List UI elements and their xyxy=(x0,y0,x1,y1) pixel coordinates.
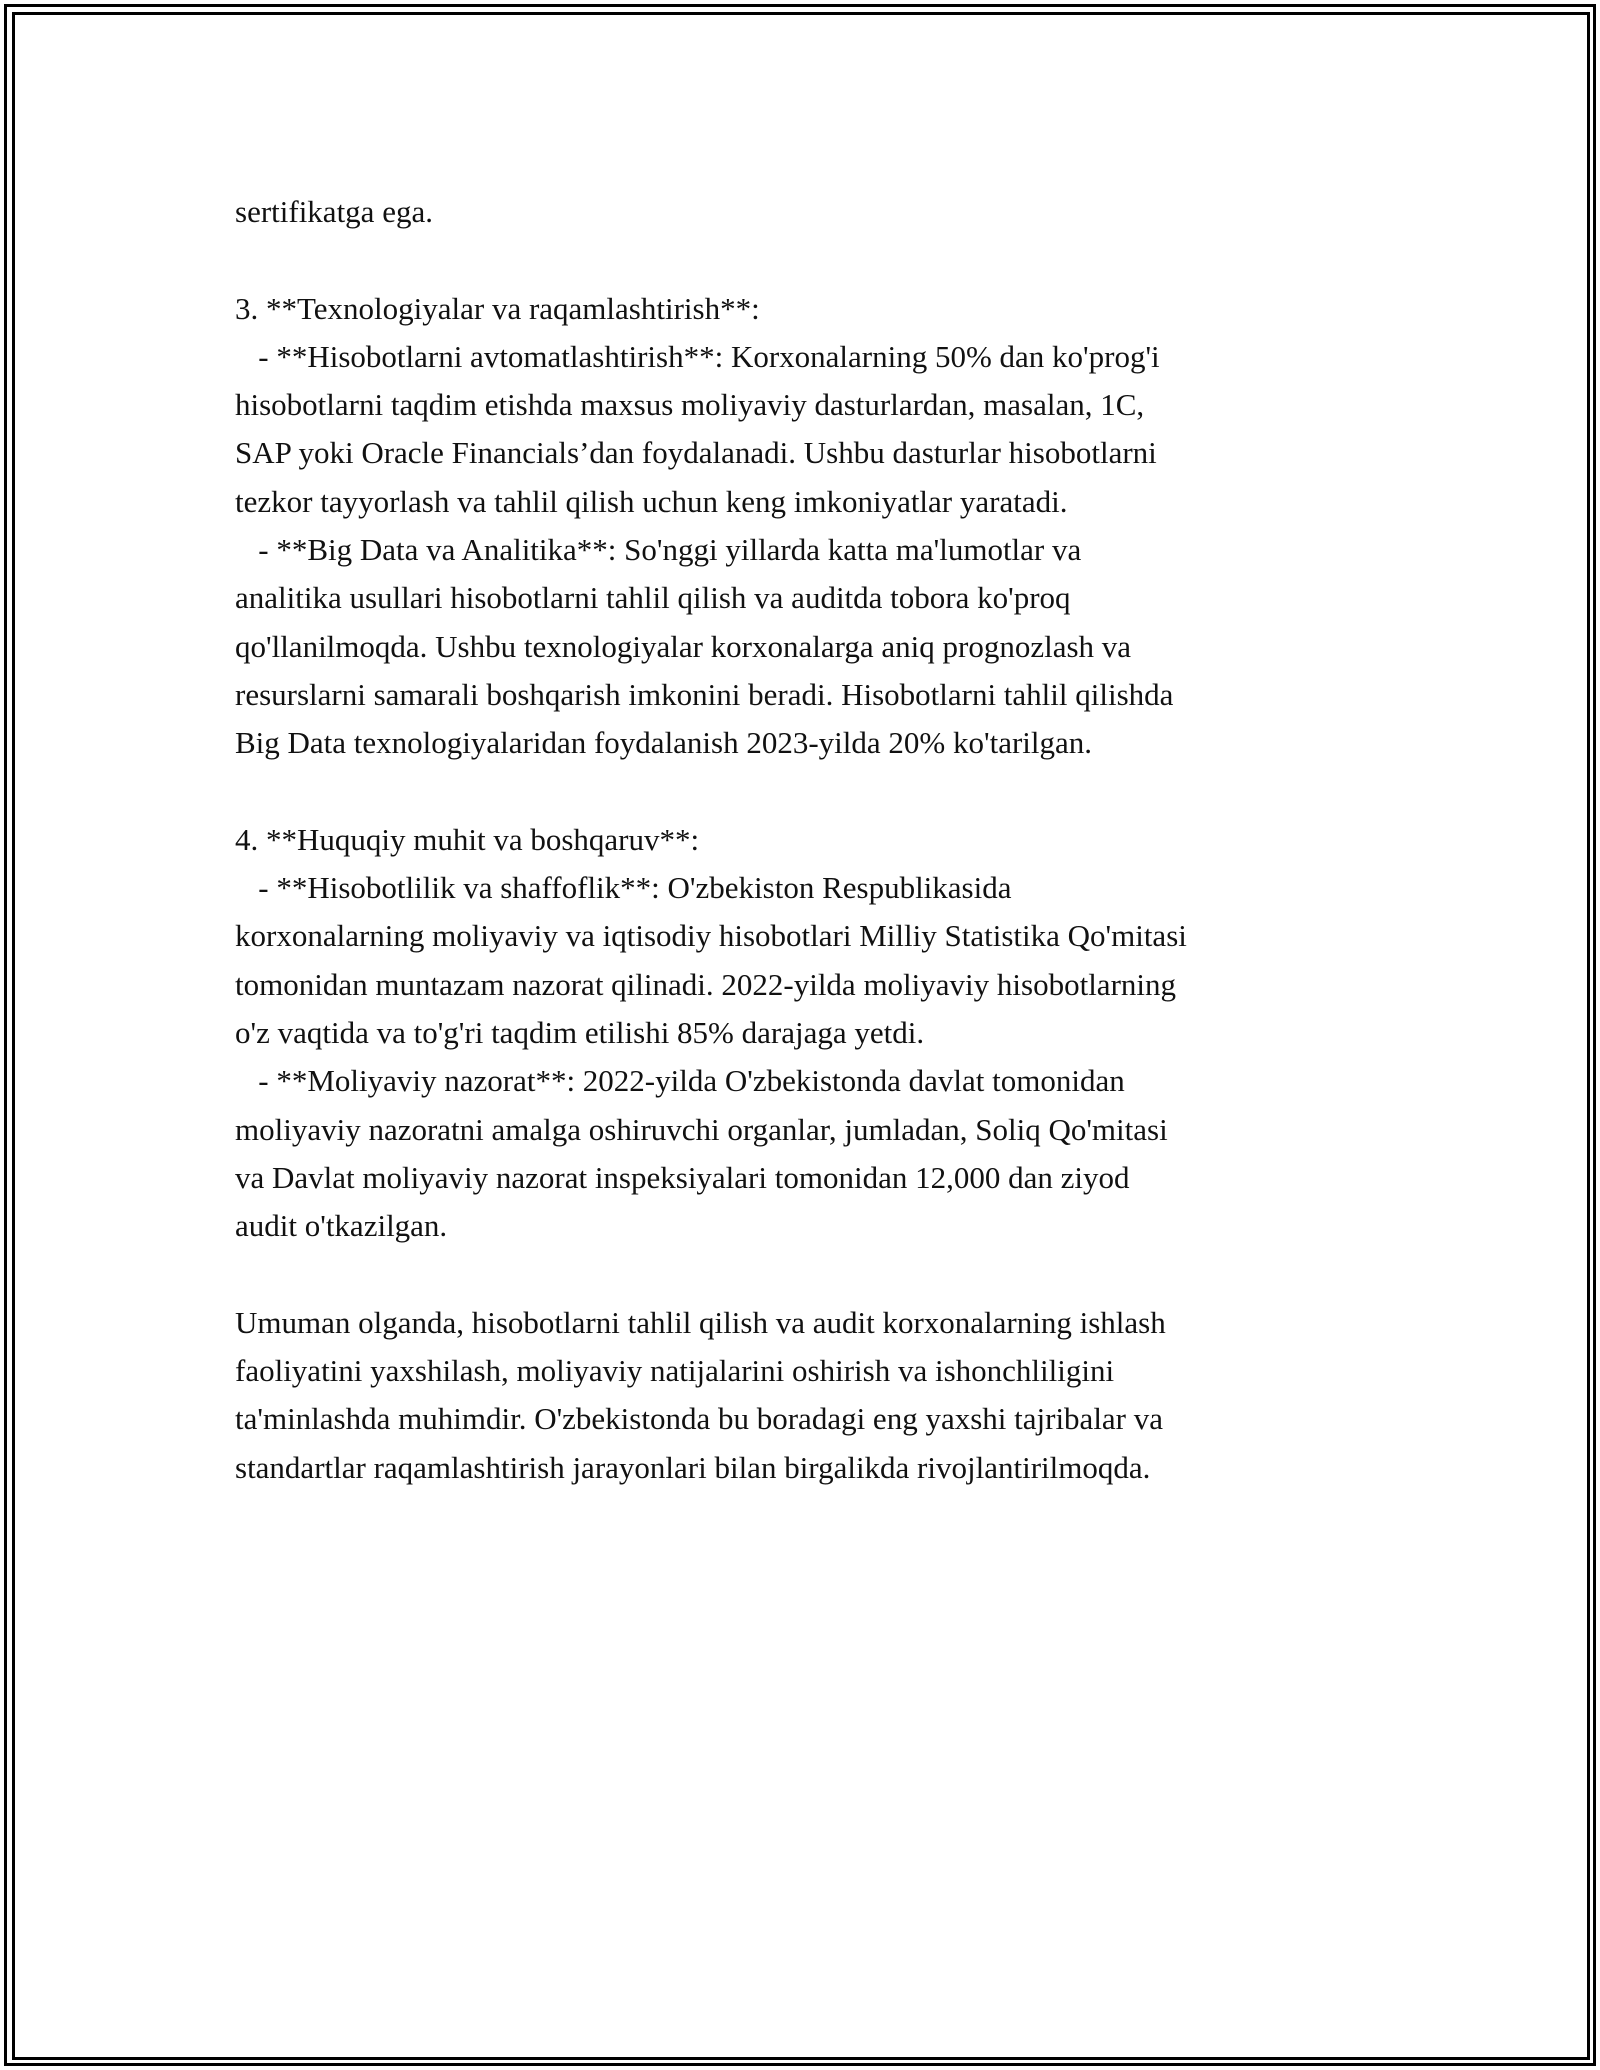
text-line: o'z vaqtida va to'g'ri taqdim etilishi 85% darajaga yetdi. xyxy=(235,1015,925,1051)
text-line: - **Big Data va Analitika**: So'nggi yillarda katta ma'lumotlar va xyxy=(235,532,1082,568)
text-line: - **Hisobotlarni avtomatlashtirish**: Korxonalarning 50% dan ko'prog'i xyxy=(235,338,1160,374)
blank-line xyxy=(235,768,1415,816)
text-line: Big Data texnologiyalaridan foydalanish 2023-yilda 20% ko'tarilgan. xyxy=(235,725,1093,761)
text-line: resurslarni samarali boshqarish imkonini beradi. Hisobotlarni tahlil qilishda xyxy=(235,676,1174,712)
text-line: faoliyatini yaxshilash, moliyaviy natijalarini oshirish va ishonchliligini xyxy=(235,1353,1115,1389)
section-heading: 4. **Huquqiy muhit va boshqaruv**: xyxy=(235,821,700,857)
text-line: tezkor tayyorlash va tahlil qilish uchun keng imkoniyatlar yaratadi. xyxy=(235,483,1068,519)
blank-line xyxy=(235,236,1415,284)
text-line: hisobotlarni taqdim etishda maxsus moliyaviy dasturlardan, masalan, 1C, xyxy=(235,387,1145,423)
text-line: audit o'tkazilgan. xyxy=(235,1208,448,1244)
text-line: - **Hisobotlilik va shaffoflik**: O'zbekiston Respublikasida xyxy=(235,870,1012,906)
text-line: korxonalarning moliyaviy va iqtisodiy hisobotlari Milliy Statistika Qo'mitasi xyxy=(235,918,1187,954)
text-line: va Davlat moliyaviy nazorat inspeksiyalari tomonidan 12,000 dan ziyod xyxy=(235,1159,1130,1195)
text-line: - **Moliyaviy nazorat**: 2022-yilda O'zbekistonda davlat tomonidan xyxy=(235,1063,1125,1099)
document-body xyxy=(235,188,1415,1492)
blank-line xyxy=(235,1251,1415,1299)
text-line: tomonidan muntazam nazorat qilinadi. 2022-yilda moliyaviy hisobotlarning xyxy=(235,966,1177,1002)
text-line: analitika usullari hisobotlarni tahlil qilish va auditda tobora ko'proq xyxy=(235,580,1071,616)
text-line: moliyaviy nazoratni amalga oshiruvchi organlar, jumladan, Soliq Qo'mitasi xyxy=(235,1111,1168,1147)
text-line: SAP yoki Oracle Financials’dan foydalanadi. Ushbu dasturlar hisobotlarni xyxy=(235,435,1157,471)
text-line: sertifikatga ega. xyxy=(235,194,433,229)
text-line: standartlar raqamlashtirish jarayonlari bilan birgalikda rivojlantirilmoqda. xyxy=(235,1449,1151,1485)
text-line: Umuman olganda, hisobotlarni tahlil qilish va audit korxonalarning ishlash xyxy=(235,1304,1166,1340)
text-line: qo'llanilmoqda. Ushbu texnologiyalar korxonalarga aniq prognozlash va xyxy=(235,628,1132,664)
section-heading: 3. **Texnologiyalar va raqamlashtirish**: xyxy=(235,290,760,326)
text-line: ta'minlashda muhimdir. O'zbekistonda bu boradagi eng yaxshi tajribalar va xyxy=(235,1401,1164,1437)
